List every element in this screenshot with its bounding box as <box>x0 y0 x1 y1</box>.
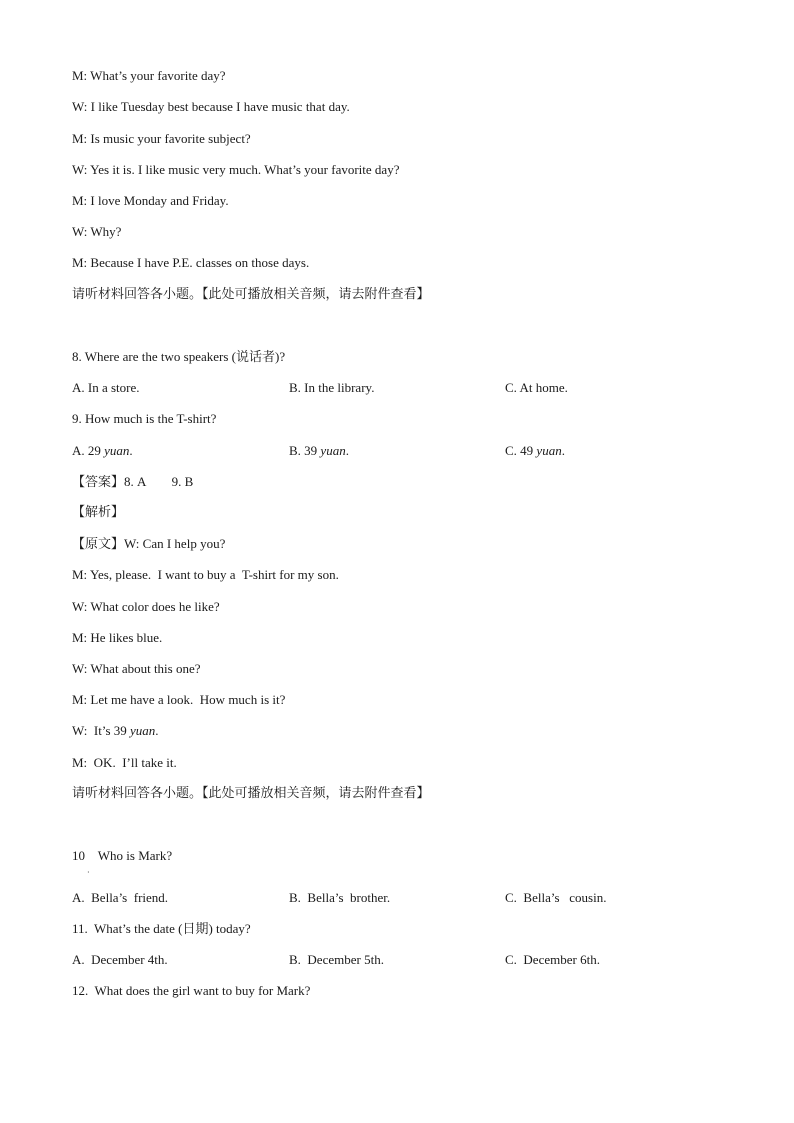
question-9-option-c: C. 49 yuan. <box>505 443 565 458</box>
question-10-option-b: B. Bella’s brother. <box>289 890 391 905</box>
question-8-option-b: B. In the library. <box>289 380 375 395</box>
dialogue-line: M: He likes blue. <box>72 630 163 645</box>
question-9-option-a: A. 29 yuan. <box>72 443 133 458</box>
listen-instruction: 请听材料回答各小题。【此处可播放相关音频，请去附件查看】 <box>72 786 430 801</box>
dialogue-line: M: What’s your favorite day? <box>72 68 226 83</box>
question-10-stem: 10 Who is Mark? <box>72 848 173 863</box>
dialogue-line: W: What about this one? <box>72 661 201 676</box>
question-8-option-c: C. At home. <box>505 380 568 395</box>
analysis-label: 【解析】 <box>72 505 125 520</box>
dialogue-line: W: It’s 39 yuan. <box>72 723 159 738</box>
dialogue-line: W: What color does he like? <box>72 599 220 614</box>
listen-instruction: 请听材料回答各小题。【此处可播放相关音频，请去附件查看】 <box>72 287 430 302</box>
question-8-stem: 8. Where are the two speakers (说话者)? <box>72 349 286 364</box>
answer-line: 【答案】8. A 9. B <box>72 474 194 490</box>
question-11-option-a: A. December 4th. <box>72 952 168 967</box>
dialogue-line: M: Yes, please. I want to buy a T-shirt for my son. <box>72 567 339 582</box>
question-11-option-b: B. December 5th. <box>289 952 384 967</box>
dialogue-line: M: OK. I’ll take it. <box>72 755 177 770</box>
dialogue-line: W: I like Tuesday best because I have music that day. <box>72 99 350 114</box>
original-text-line: 【原文】W: Can I help you? <box>72 536 226 552</box>
question-10-option-c: C. Bella’s cousin. <box>505 890 607 905</box>
dialogue-line: W: Yes it is. I like music very much. What’s your favorite day? <box>72 162 400 177</box>
dialogue-line: W: Why? <box>72 224 122 239</box>
question-8-option-a: A. In a store. <box>72 380 140 395</box>
question-9-option-b: B. 39 yuan. <box>289 443 349 458</box>
dialogue-line: M: Is music your favorite subject? <box>72 131 251 146</box>
dialogue-line: M: Let me have a look. How much is it? <box>72 692 286 707</box>
question-10-option-a: A. Bella’s friend. <box>72 890 169 905</box>
question-11-option-c: C. December 6th. <box>505 952 600 967</box>
question-9-stem: 9. How much is the T-shirt? <box>72 411 217 426</box>
question-11-stem: 11. What’s the date (日期) today? <box>72 921 251 936</box>
dialogue-line: M: Because I have P.E. classes on those days. <box>72 255 310 270</box>
dialogue-line: M: I love Monday and Friday. <box>72 193 229 208</box>
stray-dot: · <box>87 868 90 877</box>
question-12-stem: 12. What does the girl want to buy for Mark? <box>72 983 311 998</box>
